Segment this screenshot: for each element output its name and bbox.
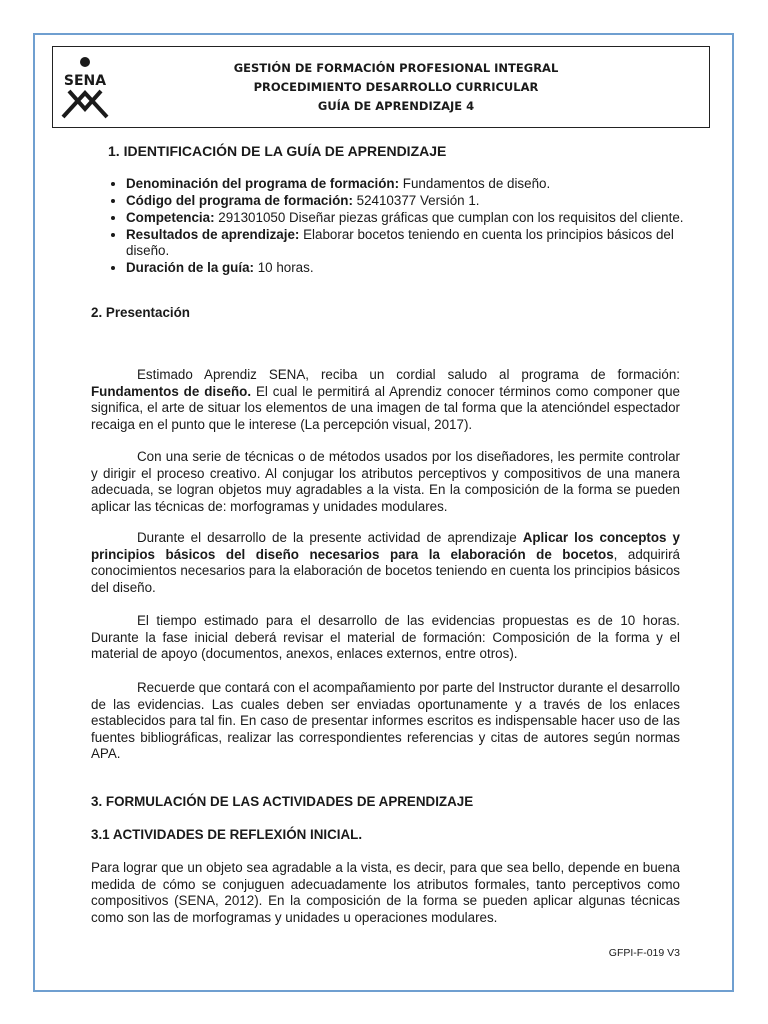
header-line-3: GUÍA DE APRENDIZAJE 4 (317, 99, 475, 113)
paragraph: El tiempo estimado para el desarrollo de las evidencias propuestas es de 10 horas. Durante la fase inicial deberá revisar el material de formación: Composición de la forma y el material de apoyo (documentos, anexos, enlaces externos, entre otros). (91, 613, 680, 662)
paragraph: Durante el desarrollo de la presente actividad de aprendizaje Aplicar los conceptos y principios básicos del diseño necesarios para la elaboración de bocetos, adquirirá conocimientos necesarios para la elaboración de bocetos teniendo en cuenta los principios básicos del diseño. (91, 530, 681, 595)
list-item: • Competencia: 291301050 Diseñar piezas gráficas que cumplan con los requisitos del cliente. (126, 210, 706, 226)
paragraph: Con una serie de técnicas o de métodos usados por los diseñadores, les permite controlar y dirigir el proceso creativo. Al conjugar los atributos perceptivos y compositivos de una manera adecuada, se logran objetos muy agradables a la vista. En la composición de la forma se pueden aplicar las técnicas de: morfogramas y unidades modulares. (91, 449, 680, 514)
header-line-2: PROCEDIMIENTO DESARROLLO CURRICULAR (253, 80, 539, 94)
list-item: • Duración de la guía: 10 horas. (126, 260, 706, 276)
header-line-1: GESTIÓN DE FORMACIÓN PROFESIONAL INTEGRAL (233, 61, 559, 75)
list-item: • Denominación del programa de formación: Fundamentos de diseño. (126, 176, 706, 192)
paragraph: Estimado Aprendiz SENA, reciba un cordial saludo al programa de formación: Fundamentos de diseño. El cual le permitirá al Aprendiz conocer términos como componer que significa, el arte de situar los elementos de una imagen de tal forma que la atencióndel espectador recaiga en el punto que le interese (La percepción visual, 2017). (91, 367, 680, 432)
svg-text:SENA: SENA (63, 73, 107, 89)
paragraph: Para lograr que un objeto sea agradable a la vista, es decir, para que sea bello, depende en buena medida de cómo se conjuguen adecuadamente los atributos formales, tanto perceptivos como compositivos (SENA, 2012). En la composición de la forma se pueden aplicar algunas técnicas como son las de morfogramas y unidades u operaciones modulares. (91, 860, 680, 925)
list-item: • Código del programa de formación: 52410377 Versión 1. (126, 193, 706, 209)
section-3-title: 3. FORMULACIÓN DE LAS ACTIVIDADES DE APRENDIZAJE (91, 794, 474, 809)
form-code: GFPI-F-019 V3 (608, 947, 680, 959)
section-3-1-title: 3.1 ACTIVIDADES DE REFLEXIÓN INICIAL. (91, 827, 363, 842)
document-header (52, 46, 710, 128)
paragraph: Recuerde que contará con el acompañamiento por parte del Instructor durante el desarrollo de las evidencias. Las cuales deben ser enviadas oportunamente y a través de los enlaces establecidos para tal fin. En caso de presentar informes escritos es indispensable hacer uso de las fuentes bibliográficas, realizar las correspondientes referencias y citas de autores según normas APA. (91, 680, 680, 762)
section-2-title: 2. Presentación (91, 305, 190, 320)
list-item: • Resultados de aprendizaje: Elaborar bocetos teniendo en cuenta los principios básicos del diseño. (126, 227, 706, 259)
section-1-title: 1. IDENTIFICACIÓN DE LA GUÍA DE APRENDIZAJE (108, 143, 447, 159)
identification-list (108, 176, 706, 277)
